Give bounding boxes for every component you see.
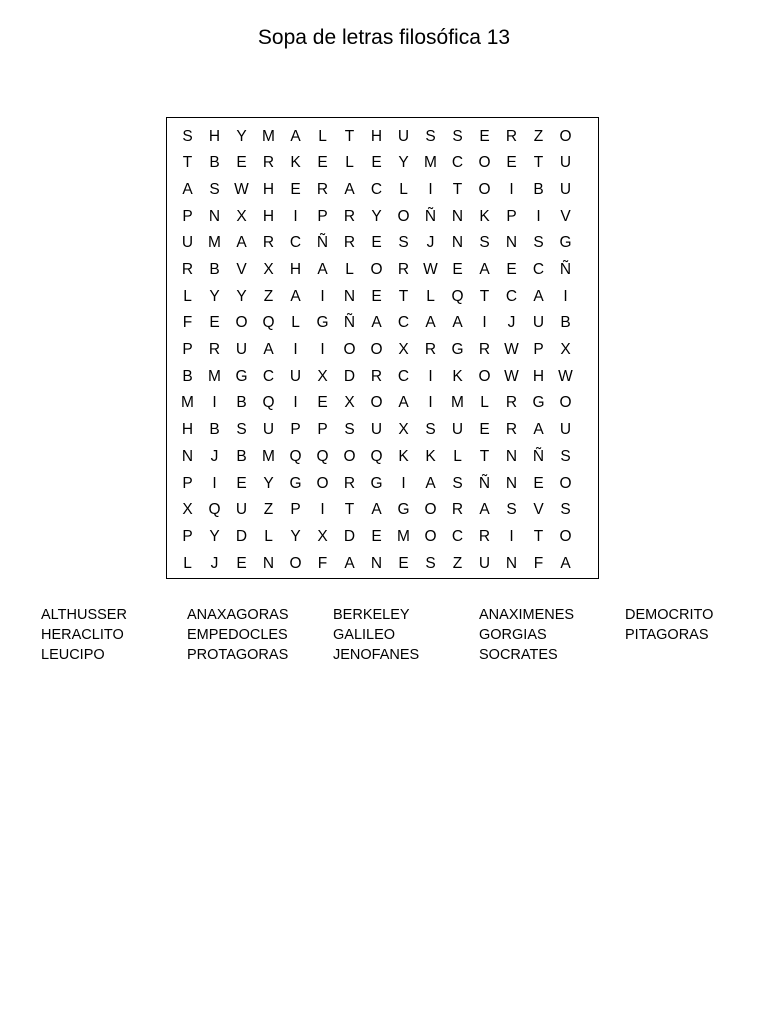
grid-letter[interactable]: U	[235, 501, 248, 519]
grid-letter[interactable]: T	[533, 154, 544, 172]
grid-letter[interactable]: O	[424, 501, 437, 519]
grid-letter[interactable]: U	[451, 421, 464, 439]
grid-letter[interactable]: S	[533, 234, 544, 252]
grid-letter[interactable]: R	[181, 261, 194, 279]
grid-letter[interactable]: O	[478, 180, 491, 198]
word-list-item: DEMOCRITO	[625, 607, 714, 623]
grid-letter[interactable]: Y	[290, 527, 301, 545]
grid-letter[interactable]: S	[425, 554, 436, 572]
grid-letter[interactable]: U	[235, 341, 248, 359]
grid-letter[interactable]: T	[344, 127, 355, 145]
grid-letter[interactable]: G	[397, 501, 410, 519]
grid-letter[interactable]: R	[478, 341, 491, 359]
grid-letter[interactable]: Q	[370, 447, 383, 465]
grid-letter[interactable]: A	[533, 287, 544, 305]
word-list-item: PROTAGORAS	[187, 647, 289, 663]
grid-letter[interactable]: V	[533, 501, 544, 519]
grid-letter[interactable]: X	[398, 421, 409, 439]
grid-letter[interactable]: K	[479, 207, 490, 225]
grid-letter[interactable]: P	[533, 341, 544, 359]
grid-letter[interactable]: C	[532, 261, 545, 279]
grid-letter[interactable]: W	[423, 261, 438, 279]
grid-letter[interactable]: W	[504, 341, 519, 359]
grid-letter[interactable]: B	[182, 367, 193, 385]
word-list-item: ANAXAGORAS	[187, 607, 289, 623]
grid-letter[interactable]: C	[289, 234, 302, 252]
grid-letter[interactable]: A	[371, 314, 382, 332]
grid-letter[interactable]: B	[209, 261, 220, 279]
grid-letter[interactable]: Q	[208, 501, 221, 519]
grid-letter[interactable]: F	[182, 314, 193, 332]
grid-letter[interactable]: H	[289, 261, 302, 279]
grid-letter[interactable]: I	[293, 394, 298, 412]
grid-letter[interactable]: I	[509, 180, 514, 198]
word-list-item: EMPEDOCLES	[187, 627, 288, 643]
grid-letter[interactable]: I	[401, 474, 406, 492]
grid-letter[interactable]: X	[560, 341, 571, 359]
grid-letter[interactable]: P	[317, 207, 328, 225]
grid-letter[interactable]: A	[182, 180, 193, 198]
grid-letter[interactable]: E	[533, 474, 544, 492]
page-title: Sopa de letras filosófica 13	[257, 26, 511, 49]
grid-letter[interactable]: R	[397, 261, 410, 279]
grid-letter[interactable]: S	[425, 127, 436, 145]
grid-letter[interactable]: Q	[316, 447, 329, 465]
grid-letter[interactable]: L	[291, 314, 300, 332]
grid-letter[interactable]: J	[210, 447, 219, 465]
grid-letter[interactable]: S	[479, 234, 490, 252]
grid-letter[interactable]: E	[371, 154, 382, 172]
grid-letter[interactable]: C	[262, 367, 275, 385]
grid-letter[interactable]: O	[424, 527, 437, 545]
grid-letter[interactable]: Y	[263, 474, 274, 492]
grid-letter[interactable]: R	[424, 341, 437, 359]
grid-letter[interactable]: B	[236, 447, 247, 465]
grid-letter[interactable]: T	[479, 287, 490, 305]
grid-letter[interactable]: W	[558, 367, 573, 385]
grid-letter[interactable]: R	[343, 234, 356, 252]
grid-letter[interactable]: K	[290, 154, 301, 172]
grid-letter[interactable]: J	[426, 234, 435, 252]
grid-letter[interactable]: E	[398, 554, 409, 572]
grid-letter[interactable]: I	[212, 394, 217, 412]
grid-letter[interactable]: N	[451, 207, 464, 225]
grid-letter[interactable]: R	[316, 180, 329, 198]
word-list-item: JENOFANES	[333, 647, 420, 663]
grid-letter[interactable]: U	[397, 127, 410, 145]
grid-letter[interactable]: L	[264, 527, 273, 545]
grid-letter[interactable]: Ñ	[478, 474, 491, 492]
grid-letter[interactable]: M	[262, 127, 275, 145]
grid-letter[interactable]: Ñ	[316, 234, 329, 252]
grid-letter[interactable]: R	[505, 421, 518, 439]
grid-letter[interactable]: J	[507, 314, 516, 332]
grid-letter[interactable]: O	[289, 554, 302, 572]
grid-letter[interactable]: T	[479, 447, 490, 465]
grid-letter[interactable]: E	[317, 394, 328, 412]
grid-letter[interactable]: P	[182, 474, 193, 492]
grid-letter[interactable]: I	[563, 287, 568, 305]
grid-letter[interactable]: Q	[262, 314, 275, 332]
grid-letter[interactable]: H	[370, 127, 383, 145]
grid-letter[interactable]: Ñ	[559, 261, 572, 279]
grid-letter[interactable]: Y	[209, 287, 220, 305]
grid-letter[interactable]: A	[533, 421, 544, 439]
grid-letter[interactable]: Z	[263, 287, 274, 305]
grid-letter[interactable]: N	[505, 474, 518, 492]
grid-letter[interactable]: O	[559, 127, 572, 145]
grid-letter[interactable]: R	[262, 154, 275, 172]
grid-letter[interactable]: Ñ	[343, 314, 356, 332]
grid-letter[interactable]: O	[478, 367, 491, 385]
grid-letter[interactable]: L	[345, 261, 354, 279]
word-list	[41, 605, 741, 665]
grid-letter[interactable]: I	[320, 501, 325, 519]
grid-letter[interactable]: E	[236, 554, 247, 572]
letter-grid-cells	[174, 123, 579, 577]
grid-letter[interactable]: N	[370, 554, 383, 572]
grid-letter[interactable]: H	[208, 127, 221, 145]
word-list-item: PITAGORAS	[625, 627, 709, 643]
grid-letter[interactable]: X	[236, 207, 247, 225]
grid-letter[interactable]: G	[316, 314, 329, 332]
grid-letter[interactable]: O	[370, 341, 383, 359]
grid-letter[interactable]: E	[290, 180, 301, 198]
grid-letter[interactable]: O	[478, 154, 491, 172]
word-list-item: SOCRATES	[479, 647, 558, 663]
grid-letter[interactable]: N	[181, 447, 194, 465]
grid-letter[interactable]: G	[532, 394, 545, 412]
grid-letter[interactable]: C	[370, 180, 383, 198]
grid-letter[interactable]: O	[316, 474, 329, 492]
grid-letter[interactable]: Y	[209, 527, 220, 545]
grid-letter[interactable]: M	[181, 394, 194, 412]
grid-letter[interactable]: A	[290, 287, 301, 305]
grid-letter[interactable]: S	[425, 421, 436, 439]
grid-letter[interactable]: A	[263, 341, 274, 359]
grid-letter[interactable]: C	[505, 287, 518, 305]
grid-letter[interactable]: I	[428, 367, 433, 385]
grid-letter[interactable]: Z	[533, 127, 544, 145]
grid-letter[interactable]: E	[506, 154, 517, 172]
grid-letter[interactable]: L	[183, 554, 192, 572]
grid-letter[interactable]: B	[560, 314, 571, 332]
grid-letter[interactable]: R	[505, 394, 518, 412]
grid-letter[interactable]: D	[235, 527, 248, 545]
grid-letter[interactable]: H	[262, 207, 275, 225]
word-list-item: ALTHUSSER	[41, 607, 127, 623]
grid-letter[interactable]: Ñ	[532, 447, 545, 465]
grid-letter[interactable]: H	[532, 367, 545, 385]
grid-letter[interactable]: O	[370, 261, 383, 279]
grid-letter[interactable]: Q	[451, 287, 464, 305]
grid-letter[interactable]: R	[343, 207, 356, 225]
grid-letter[interactable]: V	[236, 261, 247, 279]
grid-letter[interactable]: Z	[263, 501, 274, 519]
grid-letter[interactable]: B	[209, 421, 220, 439]
grid-letter[interactable]: E	[479, 127, 490, 145]
grid-letter[interactable]: R	[208, 341, 221, 359]
grid-letter[interactable]: L	[345, 154, 354, 172]
grid-letter[interactable]: E	[236, 154, 247, 172]
grid-letter[interactable]: A	[344, 554, 355, 572]
grid-letter[interactable]: A	[371, 501, 382, 519]
grid-letter[interactable]: E	[317, 154, 328, 172]
grid-letter[interactable]: I	[428, 394, 433, 412]
grid-letter[interactable]: A	[236, 234, 247, 252]
grid-letter[interactable]: E	[479, 421, 490, 439]
grid-letter[interactable]: U	[559, 421, 572, 439]
grid-letter[interactable]: A	[479, 261, 490, 279]
grid-letter[interactable]: I	[428, 180, 433, 198]
grid-letter[interactable]: U	[262, 421, 275, 439]
grid-letter[interactable]: P	[317, 421, 328, 439]
grid-letter[interactable]: R	[451, 501, 464, 519]
grid-letter[interactable]: A	[317, 261, 328, 279]
grid-letter[interactable]: U	[181, 234, 194, 252]
grid-letter[interactable]: S	[236, 421, 247, 439]
grid-letter[interactable]: I	[509, 527, 514, 545]
grid-letter[interactable]: P	[182, 207, 193, 225]
grid-letter[interactable]: Y	[398, 154, 409, 172]
word-list-item: GORGIAS	[479, 627, 547, 643]
grid-letter[interactable]: O	[397, 207, 410, 225]
grid-letter[interactable]: Q	[262, 394, 275, 412]
word-list-item: ANAXIMENES	[479, 607, 575, 623]
grid-letter[interactable]: I	[320, 341, 325, 359]
grid-letter[interactable]: Z	[452, 554, 463, 572]
grid-letter[interactable]: S	[182, 127, 193, 145]
grid-letter[interactable]: L	[480, 394, 489, 412]
grid-letter[interactable]: U	[289, 367, 302, 385]
grid-letter[interactable]: R	[505, 127, 518, 145]
grid-letter[interactable]: M	[208, 367, 221, 385]
grid-letter[interactable]: F	[317, 554, 328, 572]
grid-letter[interactable]: E	[506, 261, 517, 279]
grid-letter[interactable]: A	[344, 180, 355, 198]
grid-letter[interactable]: G	[289, 474, 302, 492]
grid-letter[interactable]: G	[370, 474, 383, 492]
grid-letter[interactable]: X	[182, 501, 193, 519]
grid-letter[interactable]: T	[182, 154, 193, 172]
grid-letter[interactable]: P	[290, 421, 301, 439]
grid-letter[interactable]: I	[293, 341, 298, 359]
grid-letter[interactable]: N	[343, 287, 356, 305]
grid-letter[interactable]: E	[209, 314, 220, 332]
grid-letter[interactable]: D	[343, 527, 356, 545]
grid-letter[interactable]: I	[536, 207, 541, 225]
grid-letter[interactable]: P	[506, 207, 517, 225]
grid-letter[interactable]: B	[209, 154, 220, 172]
grid-letter[interactable]: S	[209, 180, 220, 198]
grid-letter[interactable]: L	[426, 287, 435, 305]
grid-letter[interactable]: N	[505, 554, 518, 572]
grid-letter[interactable]: F	[533, 554, 544, 572]
word-list-item: BERKELEY	[333, 607, 410, 623]
grid-letter[interactable]: I	[212, 474, 217, 492]
grid-letter[interactable]: P	[182, 527, 193, 545]
grid-letter[interactable]: T	[398, 287, 409, 305]
grid-letter[interactable]: X	[398, 341, 409, 359]
grid-letter[interactable]: L	[399, 180, 408, 198]
grid-letter[interactable]: N	[505, 234, 518, 252]
grid-letter[interactable]: X	[317, 367, 328, 385]
grid-letter[interactable]: I	[320, 287, 325, 305]
grid-letter[interactable]: D	[343, 367, 356, 385]
grid-letter[interactable]: L	[183, 287, 192, 305]
grid-letter[interactable]: X	[263, 261, 274, 279]
grid-letter[interactable]: T	[344, 501, 355, 519]
grid-letter[interactable]: N	[208, 207, 221, 225]
grid-letter[interactable]: O	[343, 341, 356, 359]
grid-letter[interactable]: O	[343, 447, 356, 465]
grid-letter[interactable]: V	[560, 207, 571, 225]
letter-grid	[166, 117, 599, 579]
grid-letter[interactable]: T	[452, 180, 463, 198]
grid-letter[interactable]: M	[208, 234, 221, 252]
grid-letter[interactable]: S	[560, 501, 571, 519]
grid-letter[interactable]: A	[560, 554, 571, 572]
grid-letter[interactable]: X	[317, 527, 328, 545]
grid-letter[interactable]: U	[559, 154, 572, 172]
grid-letter[interactable]: E	[371, 527, 382, 545]
grid-letter[interactable]: Y	[236, 127, 247, 145]
grid-letter[interactable]: E	[371, 234, 382, 252]
grid-letter[interactable]: O	[559, 394, 572, 412]
grid-letter[interactable]: E	[236, 474, 247, 492]
grid-letter[interactable]: Y	[371, 207, 382, 225]
grid-letter[interactable]: S	[452, 127, 463, 145]
grid-letter[interactable]: L	[318, 127, 327, 145]
grid-letter[interactable]: R	[343, 474, 356, 492]
grid-letter[interactable]: O	[235, 314, 248, 332]
grid-letter[interactable]: C	[451, 154, 464, 172]
grid-letter[interactable]: U	[532, 314, 545, 332]
grid-letter[interactable]: I	[293, 207, 298, 225]
grid-letter[interactable]: M	[397, 527, 410, 545]
grid-letter[interactable]: H	[262, 180, 275, 198]
grid-letter[interactable]: I	[482, 314, 487, 332]
grid-letter[interactable]: P	[290, 501, 301, 519]
grid-letter[interactable]: K	[452, 367, 463, 385]
grid-letter[interactable]: O	[370, 394, 383, 412]
grid-letter[interactable]: Y	[236, 287, 247, 305]
grid-letter[interactable]: S	[452, 474, 463, 492]
grid-letter[interactable]: G	[235, 367, 248, 385]
grid-letter[interactable]: N	[505, 447, 518, 465]
grid-letter[interactable]: A	[398, 394, 409, 412]
grid-letter[interactable]: P	[182, 341, 193, 359]
grid-letter[interactable]: M	[451, 394, 464, 412]
grid-letter[interactable]: R	[262, 234, 275, 252]
grid-letter[interactable]: S	[506, 501, 517, 519]
word-list-item: HERACLITO	[41, 627, 124, 643]
grid-letter[interactable]: W	[234, 180, 249, 198]
grid-letter[interactable]: O	[559, 474, 572, 492]
grid-letter[interactable]: U	[559, 180, 572, 198]
grid-letter[interactable]: W	[504, 367, 519, 385]
grid-letter[interactable]: A	[290, 127, 301, 145]
grid-letter[interactable]: R	[478, 527, 491, 545]
grid-letter[interactable]: C	[397, 367, 410, 385]
grid-letter[interactable]: A	[425, 474, 436, 492]
grid-letter[interactable]: N	[451, 234, 464, 252]
grid-letter[interactable]: Ñ	[424, 207, 437, 225]
word-list-item: LEUCIPO	[41, 647, 105, 663]
grid-letter[interactable]: C	[451, 527, 464, 545]
grid-letter[interactable]: J	[210, 554, 219, 572]
grid-letter[interactable]: G	[451, 341, 464, 359]
grid-letter[interactable]: R	[370, 367, 383, 385]
grid-letter[interactable]: B	[236, 394, 247, 412]
grid-letter[interactable]: S	[398, 234, 409, 252]
grid-letter[interactable]: C	[397, 314, 410, 332]
grid-letter[interactable]: S	[344, 421, 355, 439]
grid-letter[interactable]: L	[453, 447, 462, 465]
grid-letter[interactable]: H	[181, 421, 194, 439]
grid-letter[interactable]: B	[533, 180, 544, 198]
grid-letter[interactable]: Q	[289, 447, 302, 465]
grid-letter[interactable]: E	[371, 287, 382, 305]
grid-letter[interactable]: K	[425, 447, 436, 465]
grid-letter[interactable]: S	[560, 447, 571, 465]
grid-letter[interactable]: X	[344, 394, 355, 412]
grid-letter[interactable]: M	[262, 447, 275, 465]
grid-letter[interactable]: A	[452, 314, 463, 332]
grid-letter[interactable]: A	[479, 501, 490, 519]
grid-letter[interactable]: G	[559, 234, 572, 252]
grid-letter[interactable]: N	[262, 554, 275, 572]
grid-letter[interactable]: K	[398, 447, 409, 465]
grid-letter[interactable]: E	[452, 261, 463, 279]
word-list-item: GALILEO	[333, 627, 396, 643]
grid-letter[interactable]: M	[424, 154, 437, 172]
grid-letter[interactable]: U	[370, 421, 383, 439]
grid-letter[interactable]: U	[478, 554, 491, 572]
grid-letter[interactable]: A	[425, 314, 436, 332]
grid-letter[interactable]: O	[559, 527, 572, 545]
grid-letter[interactable]: T	[533, 527, 544, 545]
